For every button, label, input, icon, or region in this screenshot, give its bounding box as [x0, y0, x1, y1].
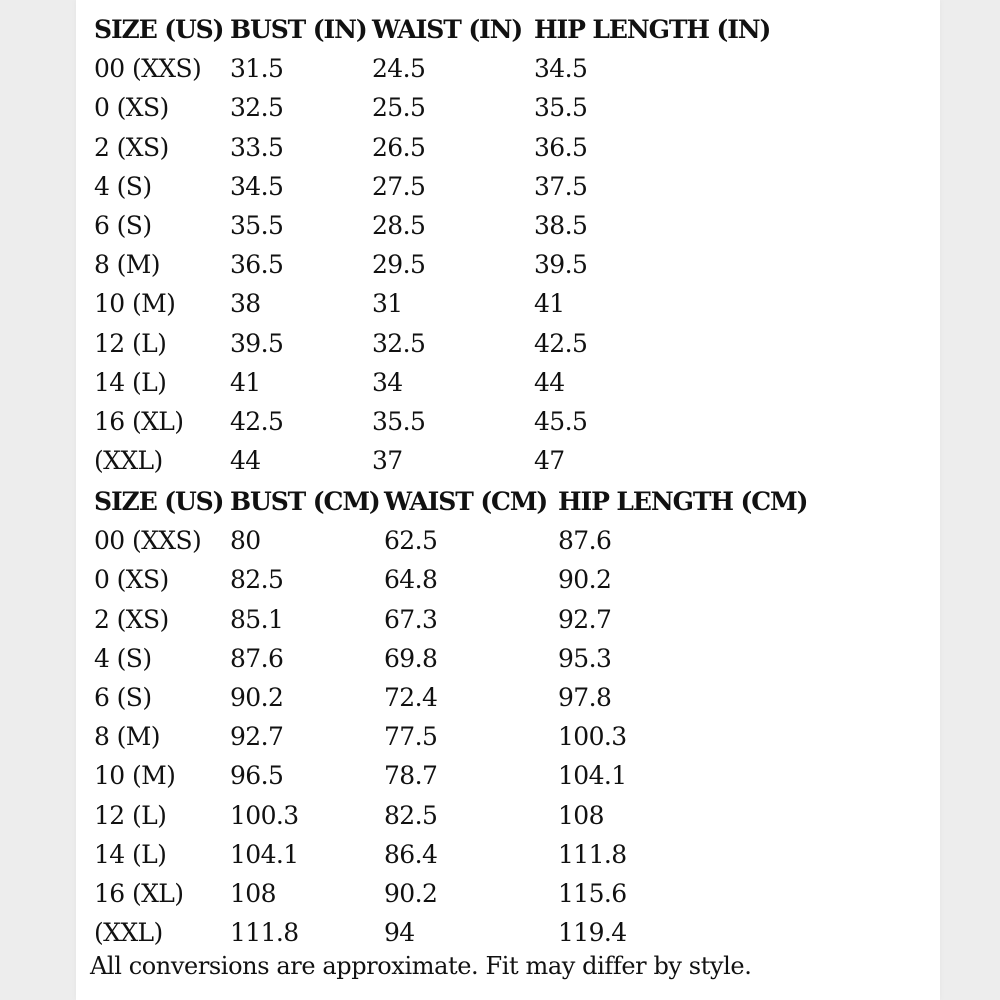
table-row: [94, 756, 894, 795]
bust-cell: 41: [230, 367, 261, 397]
hip-length-cell: 38.5: [534, 211, 588, 241]
waist-cell: 82.5: [384, 800, 438, 830]
waist-cell: 26.5: [372, 132, 426, 162]
header-hip-length-cm: HIP LENGTH (CM): [558, 487, 808, 517]
size-cell: 12 (L): [94, 328, 167, 358]
hip-length-cell: 100.3: [558, 722, 627, 752]
hip-length-cell: 108: [558, 800, 604, 830]
size-cell: 12 (L): [94, 800, 167, 830]
table-row: [94, 874, 894, 913]
waist-cell: 31: [372, 289, 403, 319]
hip-length-cell: 95.3: [558, 643, 612, 673]
waist-cell: 72.4: [384, 683, 438, 713]
approximation-footnote: All conversions are approximate. Fit may differ by style.: [90, 952, 752, 980]
table-header-row: [94, 10, 894, 49]
waist-cell: 69.8: [384, 643, 438, 673]
hip-length-cell: 37.5: [534, 171, 588, 201]
table-row: [94, 324, 894, 363]
bust-cell: 39.5: [230, 328, 284, 358]
size-cell: 16 (XL): [94, 878, 184, 908]
size-cell: 6 (S): [94, 683, 152, 713]
bust-cell: 38: [230, 289, 261, 319]
table-row: [94, 284, 894, 323]
waist-cell: 90.2: [384, 878, 438, 908]
header-bust-in: BUST (IN): [230, 15, 367, 45]
bust-cell: 100.3: [230, 800, 299, 830]
hip-length-cell: 104.1: [558, 761, 627, 791]
waist-cell: 25.5: [372, 93, 426, 123]
table-row: [94, 206, 894, 245]
table-row: [94, 128, 894, 167]
header-size-us: SIZE (US): [94, 15, 224, 45]
hip-length-cell: 39.5: [534, 250, 588, 280]
size-cell: 00 (XXS): [94, 54, 202, 84]
table-row: [94, 402, 894, 441]
bust-cell: 44: [230, 446, 261, 476]
waist-cell: 28.5: [372, 211, 426, 241]
hip-length-cell: 44: [534, 367, 565, 397]
bust-cell: 80: [230, 526, 261, 556]
hip-length-cell: 97.8: [558, 683, 612, 713]
size-cell: 4 (S): [94, 643, 152, 673]
header-hip-length-in: HIP LENGTH (IN): [534, 15, 771, 45]
bust-cell: 111.8: [230, 918, 299, 948]
size-cell: 10 (M): [94, 289, 176, 319]
header-waist-in: WAIST (IN): [372, 15, 523, 45]
bust-cell: 34.5: [230, 171, 284, 201]
waist-cell: 34: [372, 367, 403, 397]
waist-cell: 94: [384, 918, 415, 948]
bust-cell: 108: [230, 878, 276, 908]
waist-cell: 35.5: [372, 406, 426, 436]
table-row: [94, 796, 894, 835]
waist-cell: 62.5: [384, 526, 438, 556]
bust-cell: 90.2: [230, 683, 284, 713]
size-cell: 8 (M): [94, 722, 160, 752]
waist-cell: 77.5: [384, 722, 438, 752]
size-cell: 8 (M): [94, 250, 160, 280]
table-row: [94, 245, 894, 284]
bust-cell: 85.1: [230, 604, 284, 634]
table-row: [94, 639, 894, 678]
bust-cell: 104.1: [230, 839, 299, 869]
hip-length-cell: 42.5: [534, 328, 588, 358]
header-bust-cm: BUST (CM): [230, 487, 380, 517]
size-cell: 2 (XS): [94, 604, 169, 634]
hip-length-cell: 90.2: [558, 565, 612, 595]
bust-cell: 33.5: [230, 132, 284, 162]
table-body-centimeters: [94, 521, 894, 952]
size-cell: 16 (XL): [94, 406, 184, 436]
table-body-inches: [94, 49, 894, 480]
waist-cell: 64.8: [384, 565, 438, 595]
hip-length-cell: 92.7: [558, 604, 612, 634]
table-row: [94, 521, 894, 560]
size-cell: 10 (M): [94, 761, 176, 791]
size-cell: (XXL): [94, 446, 163, 476]
hip-length-cell: 111.8: [558, 839, 627, 869]
hip-length-cell: 35.5: [534, 93, 588, 123]
bust-cell: 96.5: [230, 761, 284, 791]
hip-length-cell: 47: [534, 446, 565, 476]
waist-cell: 24.5: [372, 54, 426, 84]
bust-cell: 82.5: [230, 565, 284, 595]
hip-length-cell: 87.6: [558, 526, 612, 556]
table-row: [94, 49, 894, 88]
hip-length-cell: 119.4: [558, 918, 627, 948]
hip-length-cell: 45.5: [534, 406, 588, 436]
size-cell: 6 (S): [94, 211, 152, 241]
size-cell: 0 (XS): [94, 565, 169, 595]
hip-length-cell: 41: [534, 289, 565, 319]
waist-cell: 37: [372, 446, 403, 476]
size-cell: 14 (L): [94, 839, 167, 869]
waist-cell: 27.5: [372, 171, 426, 201]
table-row: [94, 88, 894, 127]
size-table-centimeters: [94, 482, 894, 952]
waist-cell: 29.5: [372, 250, 426, 280]
size-cell: 2 (XS): [94, 132, 169, 162]
waist-cell: 67.3: [384, 604, 438, 634]
header-waist-cm: WAIST (CM): [384, 487, 548, 517]
bust-cell: 32.5: [230, 93, 284, 123]
bust-cell: 31.5: [230, 54, 284, 84]
table-row: [94, 363, 894, 402]
bust-cell: 36.5: [230, 250, 284, 280]
size-cell: 0 (XS): [94, 93, 169, 123]
size-cell: 4 (S): [94, 171, 152, 201]
bust-cell: 42.5: [230, 406, 284, 436]
table-row: [94, 678, 894, 717]
table-row: [94, 600, 894, 639]
table-row: [94, 717, 894, 756]
size-table-inches: [94, 10, 894, 480]
table-row: [94, 441, 894, 480]
bust-cell: 35.5: [230, 211, 284, 241]
waist-cell: 32.5: [372, 328, 426, 358]
hip-length-cell: 36.5: [534, 132, 588, 162]
table-row: [94, 167, 894, 206]
size-cell: (XXL): [94, 918, 163, 948]
hip-length-cell: 34.5: [534, 54, 588, 84]
table-row: [94, 835, 894, 874]
header-size-us: SIZE (US): [94, 487, 224, 517]
table-header-row: [94, 482, 894, 521]
bust-cell: 87.6: [230, 643, 284, 673]
table-row: [94, 913, 894, 952]
table-row: [94, 560, 894, 599]
size-cell: 14 (L): [94, 367, 167, 397]
bust-cell: 92.7: [230, 722, 284, 752]
waist-cell: 78.7: [384, 761, 438, 791]
waist-cell: 86.4: [384, 839, 438, 869]
hip-length-cell: 115.6: [558, 878, 627, 908]
size-cell: 00 (XXS): [94, 526, 202, 556]
